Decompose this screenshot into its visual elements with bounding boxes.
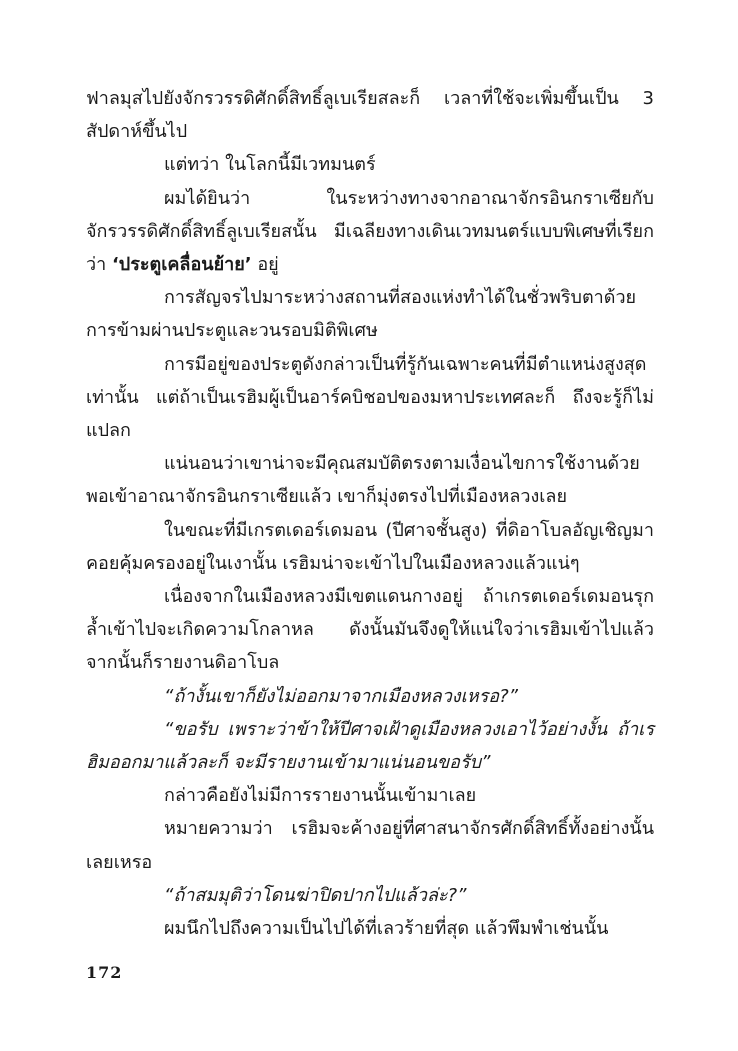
dialogue-3: “ถ้าสมมุติว่าโดนฆ่าปิดปากไปแล้วล่ะ?” (164, 884, 467, 906)
paragraph-3 (86, 182, 654, 282)
paragraph-7: ในขณะที่มีเกรตเดอร์เดมอน (ปีศาจชั้นสูง) ที่ดิอาโบลอัญเชิญมาคอยคุ้มครองอยู่ในเงานั้น เรฮิมน่าจะเข้าไปในเมืองหลวงแล้วแน่ๆ (86, 519, 654, 574)
paragraph-3-text-after: อยู่ (251, 254, 279, 276)
paragraph-5: การมีอยู่ของประตูดังกล่าวเป็นที่รู้กันเฉพาะคนที่มีตำแหน่งสูงสุดเท่านั้น แต่ถ้าเป็นเรฮิมผู้เป็นอาร์คบิชอปของมหาประเทศละก็ ถึงจะรู้ก็ไม่แปลก (86, 353, 654, 442)
page-number: 172 (86, 963, 123, 982)
paragraph-4: การสัญจรไปมาระหว่างสถานที่สองแห่งทำได้ในชั่วพริบตาด้วยการข้ามผ่านประตูและวนรอบมิติพิเศษ (86, 287, 637, 342)
paragraph-2: แต่ทว่า ในโลกนี้มีเวทมนตร์ (164, 154, 376, 176)
body-text (86, 82, 654, 945)
dialogue-2: “ขอรับ เพราะว่าข้าให้ปีศาจเฝ้าดูเมืองหลวงเอาไว้อย่างงั้น ถ้าเรฮิมออกมาแล้วละก็ จะมีรายงานเข้ามาแน่นอนขอรับ” (86, 718, 654, 774)
paragraph-3-text-before: ผมได้ยินว่า ในระหว่างทางจากอาณาจักรอินกราเซียกับจักรวรรดิศักดิ์สิทธิ์ลูเบเรียสนั้น มีเฉลียงทางเดินเวทมนตร์แบบพิเศษที่เรียกว่า (86, 187, 654, 276)
paragraph-14: ผมนึกไปถึงความเป็นไปได้ที่เลวร้ายที่สุด แล้วพึมพำเช่นนั้น (164, 918, 609, 940)
paragraph-1: ฟาลมุสไปยังจักรวรรดิศักดิ์สิทธิ์ลูเบเรียสละก็ เวลาที่ใช้จะเพิ่มขึ้นเป็น 3 สัปดาห์ขึ้นไป (86, 88, 654, 143)
paragraph-8: เนื่องจากในเมืองหลวงมีเขตแดนกางอยู่ ถ้าเกรตเดอร์เดมอนรุกล้ำเข้าไปจะเกิดความโกลาหล ดังนั้นมันจึงดูให้แน่ใจว่าเรฮิมเข้าไปแล้วจากนั้นก็รายงานดิอาโบล (86, 586, 654, 674)
paragraph-12: หมายความว่า เรฮิมจะค้างอยู่ที่ศาสนาจักรศักดิ์สิทธิ์ทั้งอย่างนั้นเลยเหรอ (86, 818, 654, 873)
door-term: ‘ประตูเคลื่อนย้าย’ (111, 254, 252, 276)
paragraph-11: กล่าวคือยังไม่มีการรายงานนั้นเข้ามาเลย (164, 785, 477, 807)
paragraph-6: แน่นอนว่าเขาน่าจะมีคุณสมบัติตรงตามเงื่อนไขการใช้งานด้วย พอเข้าอาณาจักรอินกราเซียแล้ว เขาก็มุ่งตรงไปที่เมืองหลวงเลย (86, 453, 640, 508)
dialogue-1: “ถ้างั้นเขาก็ยังไม่ออกมาจากเมืองหลวงเหรอ?” (164, 685, 518, 707)
